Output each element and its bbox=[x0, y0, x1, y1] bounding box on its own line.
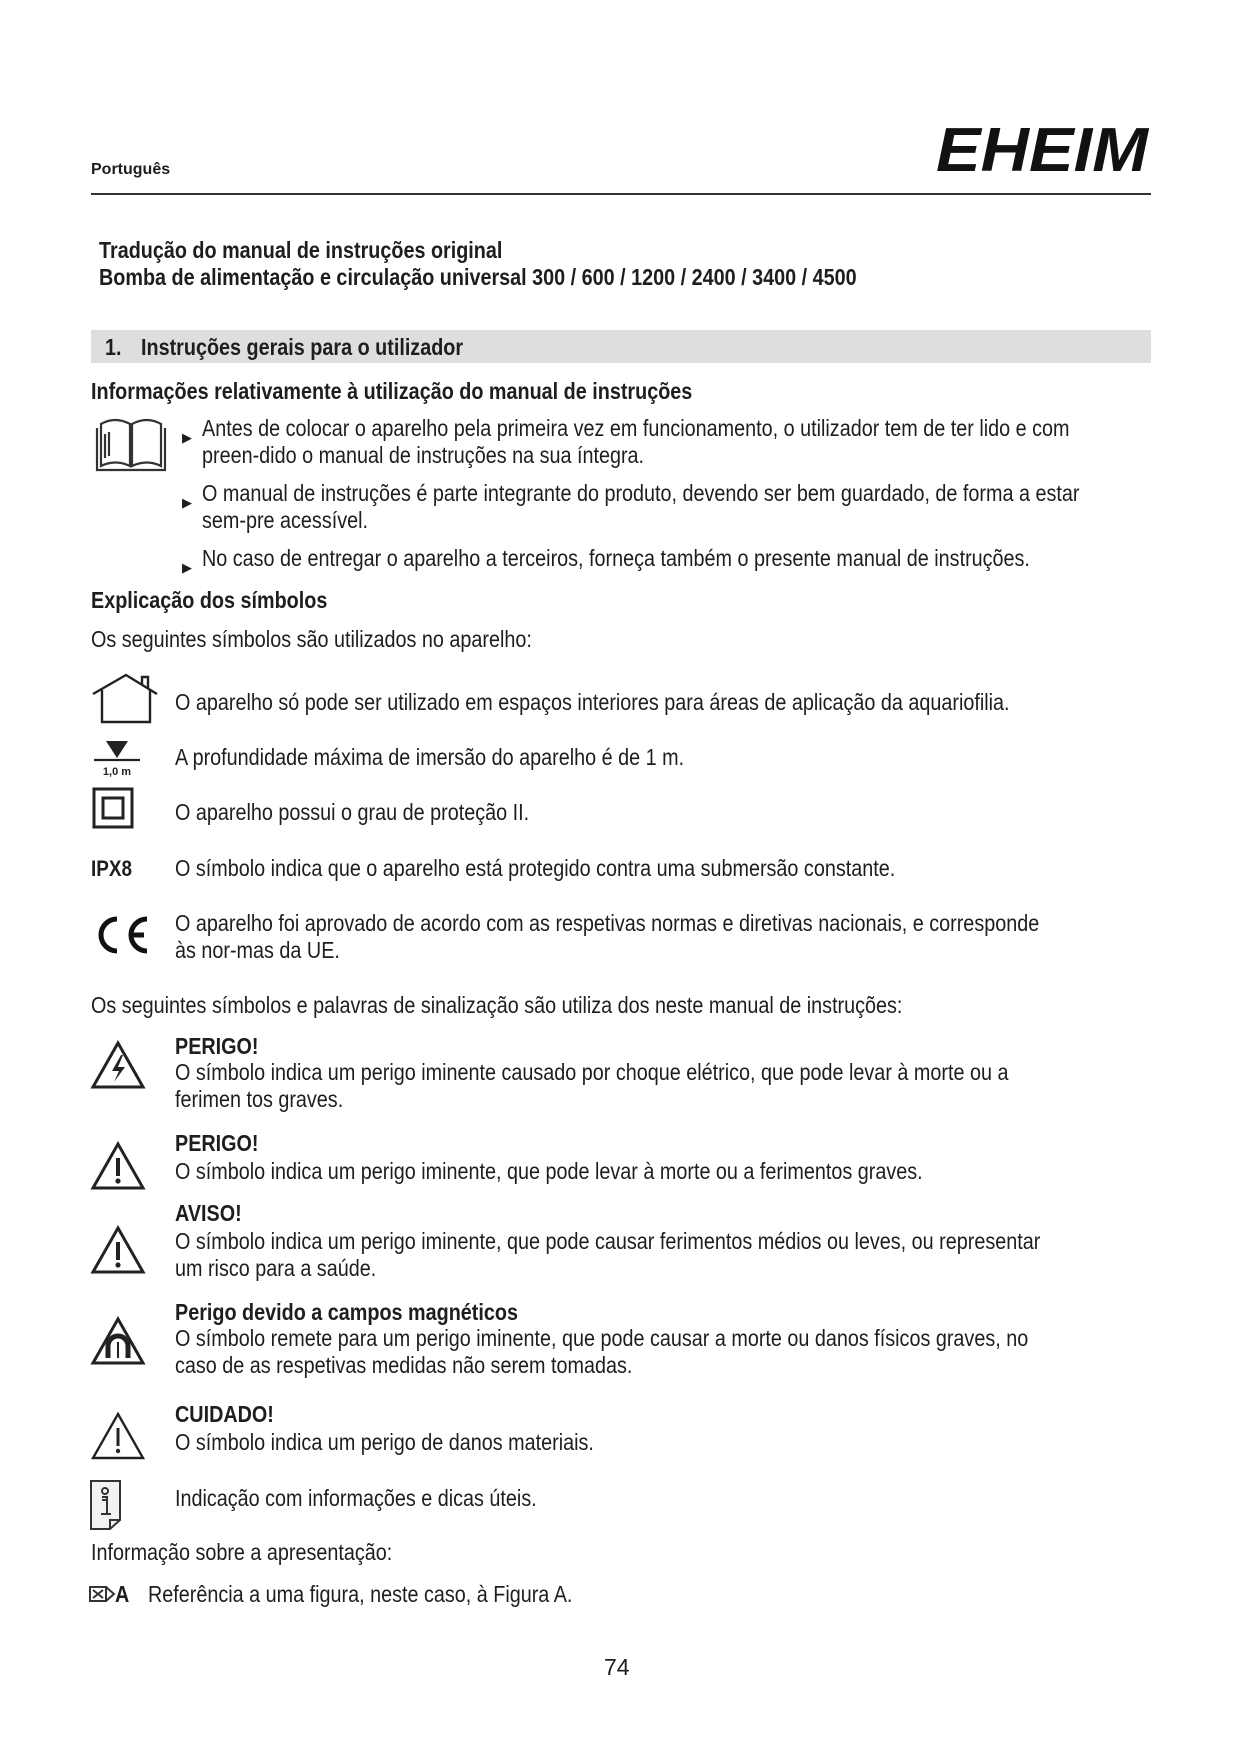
symbols-intro: Os seguintes símbolos são utilizados no aparelho: bbox=[91, 626, 532, 652]
presentation-label: Informação sobre a apresentação: bbox=[91, 1539, 393, 1565]
signal-text-caution: O símbolo indica um perigo de danos materiais. bbox=[175, 1429, 594, 1455]
eheim-logo bbox=[936, 124, 1152, 176]
signal-text-danger: O símbolo indica um perigo iminente, que pode levar à morte ou a ferimentos graves. bbox=[175, 1158, 923, 1184]
symbols-heading: Explicação dos símbolos bbox=[91, 587, 328, 613]
book-icon bbox=[95, 414, 167, 472]
signal-text-info: Indicação com informações e dicas úteis. bbox=[175, 1485, 537, 1511]
document-title: Tradução do manual de instruções original bbox=[99, 237, 503, 263]
symbol-text-depth: A profundidade máxima de imersão do aparelho é de 1 m. bbox=[175, 744, 685, 770]
ipx8-label: IPX8 bbox=[91, 856, 133, 881]
symbol-text-protection: O aparelho possui o grau de proteção II. bbox=[175, 799, 530, 825]
magnet-hazard-icon bbox=[90, 1316, 146, 1366]
symbol-text-indoor: O aparelho só pode ser utilizado em espaços interiores para áreas de aplicação da aquariofilia. bbox=[175, 689, 1010, 715]
signal-title-electric: PERIGO! bbox=[175, 1033, 259, 1059]
caution-icon bbox=[90, 1411, 146, 1461]
signal-title-caution: CUIDADO! bbox=[175, 1401, 274, 1427]
bullet-marker: ▶ bbox=[182, 495, 192, 510]
symbol-text-ce: O aparelho foi aprovado de acordo com as respetivas normas e diretivas nacionais, e corresponde às nor-mas da UE. bbox=[175, 910, 1040, 963]
section-title: Instruções gerais para o utilizador bbox=[141, 334, 464, 360]
header-rule bbox=[91, 193, 1151, 195]
signal-text-warning: O símbolo indica um perigo iminente, que pode causar ferimentos médios ou leves, ou representar um risco para a saúde. bbox=[175, 1228, 1041, 1281]
signal-text-electric: O símbolo indica um perigo iminente causado por choque elétrico, que pode levar à morte ou a ferimen tos graves. bbox=[175, 1059, 1009, 1112]
signal-title-magnetic: Perigo devido a campos magnéticos bbox=[175, 1299, 518, 1325]
manual-bullet-1: Antes de colocar o aparelho pela primeira vez em funcionamento, o utilizador tem de ter lido e com preen-dido o manual de instruções na sua íntegra. bbox=[202, 415, 1070, 468]
signal-title-warning: AVISO! bbox=[175, 1200, 242, 1226]
depth-icon bbox=[92, 738, 142, 780]
manual-bullet-3: No caso de entregar o aparelho a terceiros, forneça também o presente manual de instruções. bbox=[202, 545, 1030, 571]
figure-reference-icon bbox=[88, 1584, 116, 1604]
signal-text-magnetic: O símbolo remete para um perigo iminente, que pode causar a morte ou danos físicos graves, no caso de as respetivas medidas não serem tomadas. bbox=[175, 1325, 1029, 1378]
signals-intro: Os seguintes símbolos e palavras de sinalização são utiliza dos neste manual de instruções: bbox=[91, 992, 903, 1018]
manual-bullet-2: O manual de instruções é parte integrante do produto, devendo ser bem guardado, de forma a estar sem-pre acessível. bbox=[202, 480, 1080, 533]
page-number: 74 bbox=[604, 1654, 630, 1680]
figure-reference-text: Referência a uma figura, neste caso, à Figura A. bbox=[148, 1581, 573, 1607]
electric-hazard-icon bbox=[90, 1040, 146, 1090]
brand-name: EHEIM bbox=[936, 124, 1150, 176]
figure-reference-letter: A bbox=[115, 1581, 130, 1607]
section-number: 1. bbox=[105, 334, 122, 360]
info-icon bbox=[88, 1478, 128, 1532]
depth-label: 1,0 m bbox=[102, 766, 132, 778]
manual-info-heading: Informações relativamente à utilização do manual de instruções bbox=[91, 378, 693, 404]
document-subtitle: Bomba de alimentação e circulação universal 300 / 600 / 1200 / 2400 / 3400 / 4500 bbox=[99, 264, 857, 290]
bullet-marker: ▶ bbox=[182, 560, 192, 575]
bullet-marker: ▶ bbox=[182, 430, 192, 445]
ce-icon bbox=[92, 912, 152, 958]
house-icon bbox=[90, 672, 160, 724]
symbol-text-ipx8: O símbolo indica que o aparelho está protegido contra uma submersão constante. bbox=[175, 855, 896, 881]
language-label: Português bbox=[91, 161, 171, 178]
signal-title-danger: PERIGO! bbox=[175, 1130, 259, 1156]
warning-icon bbox=[90, 1141, 146, 1191]
protection-class-icon bbox=[92, 787, 134, 829]
warning-icon bbox=[90, 1225, 146, 1275]
